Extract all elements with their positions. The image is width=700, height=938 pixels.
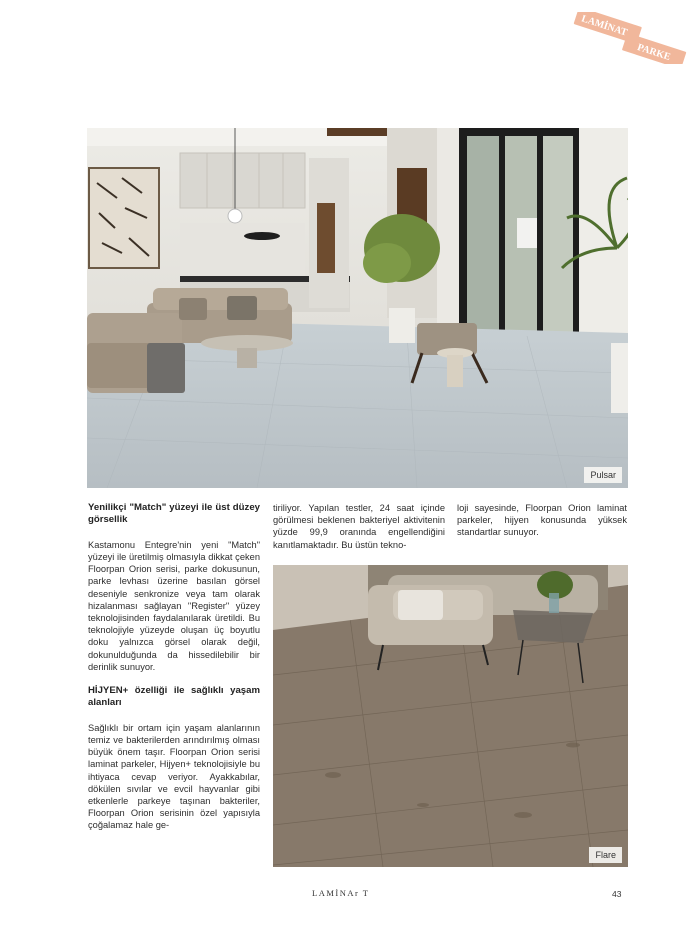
magazine-corner-logo xyxy=(566,12,694,64)
living-room-illustration xyxy=(87,128,628,488)
text-column-2 xyxy=(273,502,445,551)
logo-text-parke: PARKE xyxy=(635,42,672,64)
hero-caption-pulsar: Pulsar xyxy=(584,467,622,483)
photo-flare-floor xyxy=(273,565,628,867)
footer-magazine-name: LAMİNAr T xyxy=(312,888,370,898)
photo2-caption-flare: Flare xyxy=(589,847,622,863)
laminat-parke-logo-graphic xyxy=(566,12,694,64)
logo-text-laminat: LAMİNAT xyxy=(579,13,629,39)
text-column-3 xyxy=(457,502,627,539)
paragraph-match-surface: Kastamonu Entegre'nin yeni "Match" yüzeyi ile üretilmiş olmasıyla dikkat çeken Floorpan Orion serisi, parke dokusunun, parke levhası üzerine basılan görsel deseniyle senkronize veya tam olarak hizalanması sağlayan "Register" yüzey teknolojisinden faydalanılarak üretildi. Bu teknolojiyle yüzeyde oluşan üç boyutlu doku yalnızca görsel olarak değil, dokunulduğunda da hissedilebilir bir derinlik sunuyor. xyxy=(88,539,260,672)
flare-floor-illustration xyxy=(273,565,628,867)
page-number: 43 xyxy=(612,889,622,899)
paragraph-continuation-1: tiriliyor. Yapılan testler, 24 saat içinde görülmesi beklenen bakteriyel aktivitenin yüzde 99,9 oranında engellendiğini kanıtlamaktadır. Bu üstün tekno- xyxy=(273,503,445,550)
text-column-1 xyxy=(88,502,260,832)
paragraph-hygiene: Sağlıklı bir ortam için yaşam alanlarının temiz ve bakterilerden arındırılmış olması büyük önem taşır. Floorpan Orion serisi laminat parkeler, Hijyen+ teknolojisiyle bu ihtiyaca cevap veriyor. Ayakkabılar, dökülen sıvılar ve evcil hayvanlar gibi etkenlerle parkeye taşınan bakteriler, Floorpan Orion serisinin özel yapısıyla çoğalamaz hale ge- xyxy=(88,722,260,831)
hero-photo-pulsar xyxy=(87,128,628,488)
paragraph-continuation-2: loji sayesinde, Floorpan Orion laminat parkeler, hijyen konusunda yüksek standartlar sunuyor. xyxy=(457,503,627,538)
heading-hygiene: HİJYEN+ özelliği ile sağlıklı yaşam alanları xyxy=(88,685,260,709)
heading-match-surface: Yenilikçi "Match" yüzeyi ile üst düzey görsellik xyxy=(88,502,260,526)
